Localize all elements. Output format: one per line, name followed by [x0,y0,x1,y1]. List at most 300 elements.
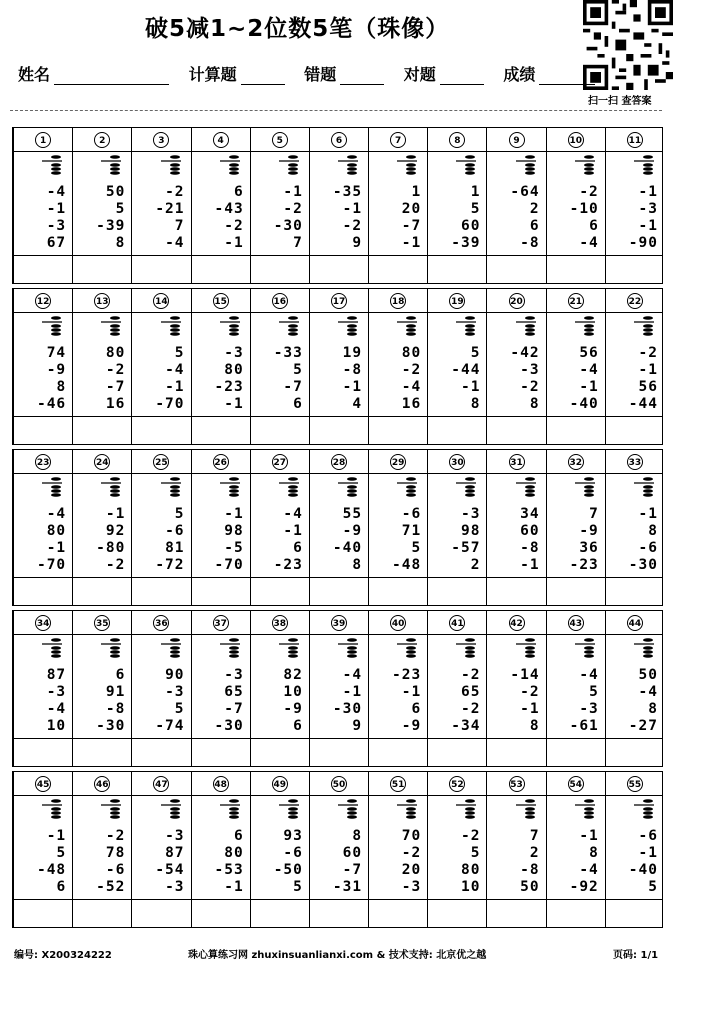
abacus-bead-icon [514,315,538,341]
answer-box[interactable] [251,256,309,283]
answer-box[interactable] [14,578,72,605]
problem-cell [250,289,309,444]
problem-values [155,506,184,574]
abacus-bead-icon [277,315,301,341]
problem-value: 81 [165,540,185,556]
abacus-bead-icon [395,476,419,502]
answer-box[interactable] [487,578,545,605]
problem-values [333,828,362,896]
problem-number: 2 [94,132,110,148]
problem-value: -1 [520,557,540,573]
problem-values [570,667,599,735]
problem-cell [546,128,605,283]
problem-values [402,345,421,413]
answer-box[interactable] [73,578,131,605]
answer-box[interactable] [192,417,250,444]
answer-box[interactable] [369,417,427,444]
problem-number: 1 [35,132,51,148]
problem-cell [191,450,250,605]
problem-cell [427,128,486,283]
problem-value: -3 [401,879,422,895]
abacus-bead-icon [336,798,360,824]
problem-value: 7 [293,235,303,251]
problem-value: -48 [36,862,67,878]
problem-value: -1 [638,506,658,522]
problem-value: -2 [460,667,481,683]
answer-box[interactable] [310,578,368,605]
problem-number: 26 [213,454,229,470]
answer-box[interactable] [73,900,131,927]
problem-value: -3 [638,201,658,217]
problem-value: -2 [165,184,185,200]
problem-value: -40 [332,540,363,556]
answer-box[interactable] [14,739,72,766]
abacus-bead-icon [277,798,301,824]
answer-box[interactable] [606,256,664,283]
answer-box[interactable] [487,739,545,766]
answer-box[interactable] [251,900,309,927]
abacus-bead-icon [573,798,597,824]
abacus-bead-icon [632,154,656,180]
problem-cell [250,611,309,766]
problem-number: 44 [627,615,643,631]
problem-value: -53 [214,862,244,878]
answer-box[interactable] [132,417,190,444]
problem-value: -23 [392,667,422,683]
problem-cell [546,289,605,444]
problem-value: -44 [628,396,658,412]
problem-number: 6 [331,132,347,148]
answer-box[interactable] [192,900,250,927]
problem-cell [131,450,190,605]
problem-value: -4 [165,362,185,378]
problem-values [47,667,66,735]
problem-number: 20 [509,293,525,309]
problem-value: 6 [115,667,126,683]
problem-value: -1 [342,201,363,217]
problem-cell [13,289,72,444]
problem-value: 9 [352,718,363,734]
problem-value: 6 [589,218,599,234]
problem-value: -3 [46,218,67,234]
problem-number: 36 [153,615,169,631]
problem-value: -1 [638,362,658,378]
problem-values [451,667,480,735]
abacus-bead-icon [514,798,538,824]
problem-value: -3 [579,701,599,717]
answer-box[interactable] [369,578,427,605]
problem-value: 20 [401,862,422,878]
problem-value: -8 [520,540,540,556]
answer-box[interactable] [14,417,72,444]
problem-values [629,828,658,896]
problem-value: 2 [529,845,540,861]
problem-number: 45 [35,776,51,792]
problem-value: 98 [224,523,244,539]
abacus-bead-icon [159,476,183,502]
problem-cell [250,450,309,605]
problem-cell [309,128,368,283]
answer-box[interactable] [487,900,545,927]
problem-value: -3 [224,345,244,361]
problem-value: -2 [105,362,126,378]
answer-box[interactable] [310,900,368,927]
problem-value: -10 [569,201,599,217]
problem-number: 49 [272,776,288,792]
problem-value: -7 [105,379,126,395]
answer-box[interactable] [547,578,605,605]
problem-value: -8 [520,862,540,878]
answer-box[interactable] [14,900,72,927]
problem-value: -33 [273,345,303,361]
problem-value: 8 [589,845,599,861]
problem-value: -57 [451,540,481,556]
problem-value: -34 [451,718,481,734]
abacus-bead-icon [454,154,478,180]
problem-value: 80 [224,362,244,378]
problem-values [343,345,362,413]
problem-value: 78 [105,845,126,861]
answer-box[interactable] [428,256,486,283]
problem-value: -1 [638,184,658,200]
answer-box[interactable] [251,578,309,605]
problem-values [629,184,658,252]
problem-values [96,184,125,252]
problem-value: 5 [411,540,422,556]
problem-value: 90 [165,667,185,683]
problem-number: 46 [94,776,110,792]
problem-value: -44 [451,362,481,378]
problem-number: 24 [94,454,110,470]
answer-box[interactable] [192,739,250,766]
problem-values [333,667,362,735]
problem-values [37,506,66,574]
problem-value: 6 [56,879,67,895]
problem-value: -30 [96,718,126,734]
problem-number: 35 [94,615,110,631]
problem-values [333,184,362,252]
name-label: 姓名 [18,65,51,84]
problem-value: -4 [579,862,599,878]
problem-cell [191,289,250,444]
problem-values [274,828,303,896]
problem-values [392,667,421,735]
problem-value: -2 [401,362,422,378]
problem-block [12,127,663,284]
abacus-bead-icon [336,315,360,341]
abacus-bead-icon [40,637,64,663]
abacus-bead-icon [277,154,301,180]
problem-number: 7 [390,132,406,148]
problem-value: 16 [401,396,422,412]
problem-value: -90 [628,235,658,251]
problem-number: 32 [568,454,584,470]
abacus-bead-icon [632,637,656,663]
problem-value: 8 [529,718,540,734]
answer-box[interactable] [547,900,605,927]
abacus-bead-icon [632,315,656,341]
problem-cell [368,611,427,766]
problem-value: 5 [174,701,185,717]
problem-cell [131,289,190,444]
problem-value: -4 [579,235,599,251]
answer-box[interactable] [369,900,427,927]
site-credit: 珠心算练习网 zhuxinsuanlianxi.com & 技术支持: 北京优之越 [188,950,487,961]
problem-value: 5 [293,879,303,895]
problem-value: 6 [293,540,303,556]
abacus-bead-icon [336,154,360,180]
problem-number: 33 [627,454,643,470]
problem-values [155,345,184,413]
answer-box[interactable] [547,739,605,766]
problem-value: 56 [638,379,658,395]
answer-box[interactable] [369,256,427,283]
problem-value: -6 [401,506,422,522]
problem-value: -2 [638,345,658,361]
answer-box[interactable] [487,256,545,283]
abacus-bead-icon [99,315,123,341]
problem-number: 50 [331,776,347,792]
problem-values [402,184,421,252]
problem-number: 31 [509,454,525,470]
problem-cell [605,772,664,927]
problem-number: 41 [449,615,465,631]
problem-values [96,506,125,574]
problem-values [274,184,303,252]
problem-value: -6 [165,523,185,539]
answer-box[interactable] [192,578,250,605]
problem-value: -1 [224,879,244,895]
problem-value: -1 [342,684,363,700]
problem-value: 8 [115,235,126,251]
problem-cell [427,289,486,444]
problem-value: 1 [411,184,422,200]
answer-box[interactable] [132,256,190,283]
problem-value: 36 [579,540,599,556]
abacus-bead-icon [395,154,419,180]
problem-cell [486,450,545,605]
answer-box[interactable] [73,739,131,766]
score-label: 成绩 [503,65,536,84]
answer-box[interactable] [606,739,664,766]
wrong-field[interactable] [340,66,384,85]
problem-cell [250,128,309,283]
answer-box[interactable] [192,256,250,283]
problem-value: -3 [224,667,244,683]
problem-number: 21 [568,293,584,309]
problem-value: 80 [224,845,244,861]
abacus-bead-icon [277,637,301,663]
problem-value: -7 [342,862,363,878]
problem-values [215,184,244,252]
problem-values [510,667,539,735]
problem-value: -2 [520,684,540,700]
problem-cell [191,128,250,283]
problem-value: -5 [224,540,244,556]
answer-box[interactable] [251,417,309,444]
answer-box[interactable] [132,739,190,766]
abacus-bead-icon [395,637,419,663]
problem-cell [605,450,664,605]
calc-label: 计算题 [188,65,237,84]
problem-value: -9 [342,523,363,539]
problem-value: 10 [460,879,481,895]
problem-number: 53 [509,776,525,792]
problem-value: -1 [283,184,303,200]
problem-value: -2 [342,218,363,234]
answer-box[interactable] [73,417,131,444]
answer-box[interactable] [251,739,309,766]
problem-value: -50 [273,862,303,878]
problem-number: 12 [35,293,51,309]
problem-value: -1 [224,506,244,522]
problem-block [12,449,663,606]
problem-value: 6 [529,218,540,234]
abacus-bead-icon [573,315,597,341]
problem-value: 80 [105,345,126,361]
problem-number: 18 [390,293,406,309]
problem-value: 20 [401,201,422,217]
answer-box[interactable] [310,417,368,444]
problem-value: -54 [155,862,185,878]
problem-values [570,506,599,574]
answer-box[interactable] [132,578,190,605]
problem-value: 5 [293,362,303,378]
problem-cell [72,289,131,444]
abacus-bead-icon [573,154,597,180]
problem-number: 42 [509,615,525,631]
problem-value: 55 [342,506,363,522]
problem-value: -35 [332,184,363,200]
problem-values [629,667,658,735]
problem-values [570,828,599,896]
answer-box[interactable] [547,417,605,444]
problem-value: -6 [283,845,303,861]
wrong-label: 错题 [304,65,337,84]
problem-values [451,345,480,413]
problem-value: 91 [105,684,126,700]
problem-values [106,345,125,413]
problem-cell [131,611,190,766]
problem-value: 82 [283,667,303,683]
answer-box[interactable] [606,417,664,444]
problem-value: 70 [401,828,422,844]
problem-value: 8 [352,557,363,573]
problem-cell [427,611,486,766]
problem-value: -2 [401,845,422,861]
answer-box[interactable] [369,739,427,766]
problem-value: 98 [460,523,481,539]
problem-value: 9 [352,235,363,251]
problem-value: -7 [401,218,422,234]
problem-cell [486,289,545,444]
problem-value: -39 [451,235,481,251]
abacus-bead-icon [218,476,242,502]
problem-value: -2 [105,828,126,844]
problem-number: 48 [213,776,229,792]
problem-cell [309,289,368,444]
answer-box[interactable] [428,900,486,927]
answer-box[interactable] [132,900,190,927]
problem-value: -48 [392,557,422,573]
student-info-row [18,62,595,85]
problem-value: -30 [332,701,363,717]
problem-value: -30 [628,557,658,573]
problem-value: -1 [579,828,599,844]
problem-number: 47 [153,776,169,792]
score-field[interactable] [539,66,595,85]
problem-value: 50 [520,879,540,895]
problem-value: -43 [214,201,244,217]
problem-value: -2 [520,379,540,395]
problem-value: 60 [342,845,363,861]
problem-cell [368,450,427,605]
problem-value: -70 [214,557,244,573]
problem-number: 11 [627,132,643,148]
answer-box[interactable] [428,578,486,605]
problem-value: 8 [56,379,67,395]
answer-box[interactable] [547,256,605,283]
problem-cell [486,611,545,766]
answer-box[interactable] [73,256,131,283]
problem-cell [309,611,368,766]
problem-value: -46 [36,396,67,412]
answer-box[interactable] [310,739,368,766]
abacus-bead-icon [40,798,64,824]
right-field[interactable] [440,66,484,85]
abacus-bead-icon [454,637,478,663]
problem-value: -8 [105,701,126,717]
problem-value: 65 [224,684,244,700]
problem-value: 6 [411,701,422,717]
problem-cell [13,772,72,927]
answer-box[interactable] [606,900,664,927]
problem-value: 60 [520,523,540,539]
problem-value: -74 [155,718,185,734]
problem-cell [131,772,190,927]
problem-value: 92 [105,523,126,539]
problem-value: -7 [224,701,244,717]
answer-box[interactable] [14,256,72,283]
problem-number: 54 [568,776,584,792]
calc-field[interactable] [241,66,285,85]
abacus-bead-icon [632,798,656,824]
name-field[interactable] [54,66,169,85]
answer-box[interactable] [428,739,486,766]
problem-value: -42 [510,345,540,361]
abacus-bead-icon [573,637,597,663]
problem-value: -2 [105,557,126,573]
problem-number: 8 [449,132,465,148]
problem-values [155,184,184,252]
problem-value: 2 [529,201,540,217]
problem-cell [72,450,131,605]
problem-value: -6 [638,540,658,556]
abacus-bead-icon [99,637,123,663]
problem-values [215,667,244,735]
problem-cell [13,450,72,605]
answer-box[interactable] [310,256,368,283]
problem-cell [13,611,72,766]
answer-box[interactable] [428,417,486,444]
answer-box[interactable] [606,578,664,605]
problem-value: -9 [283,701,303,717]
problem-number: 29 [390,454,406,470]
problem-cell [191,772,250,927]
problem-values [451,506,480,574]
answer-box[interactable] [487,417,545,444]
page-number: 页码: 1/1 [613,950,659,961]
